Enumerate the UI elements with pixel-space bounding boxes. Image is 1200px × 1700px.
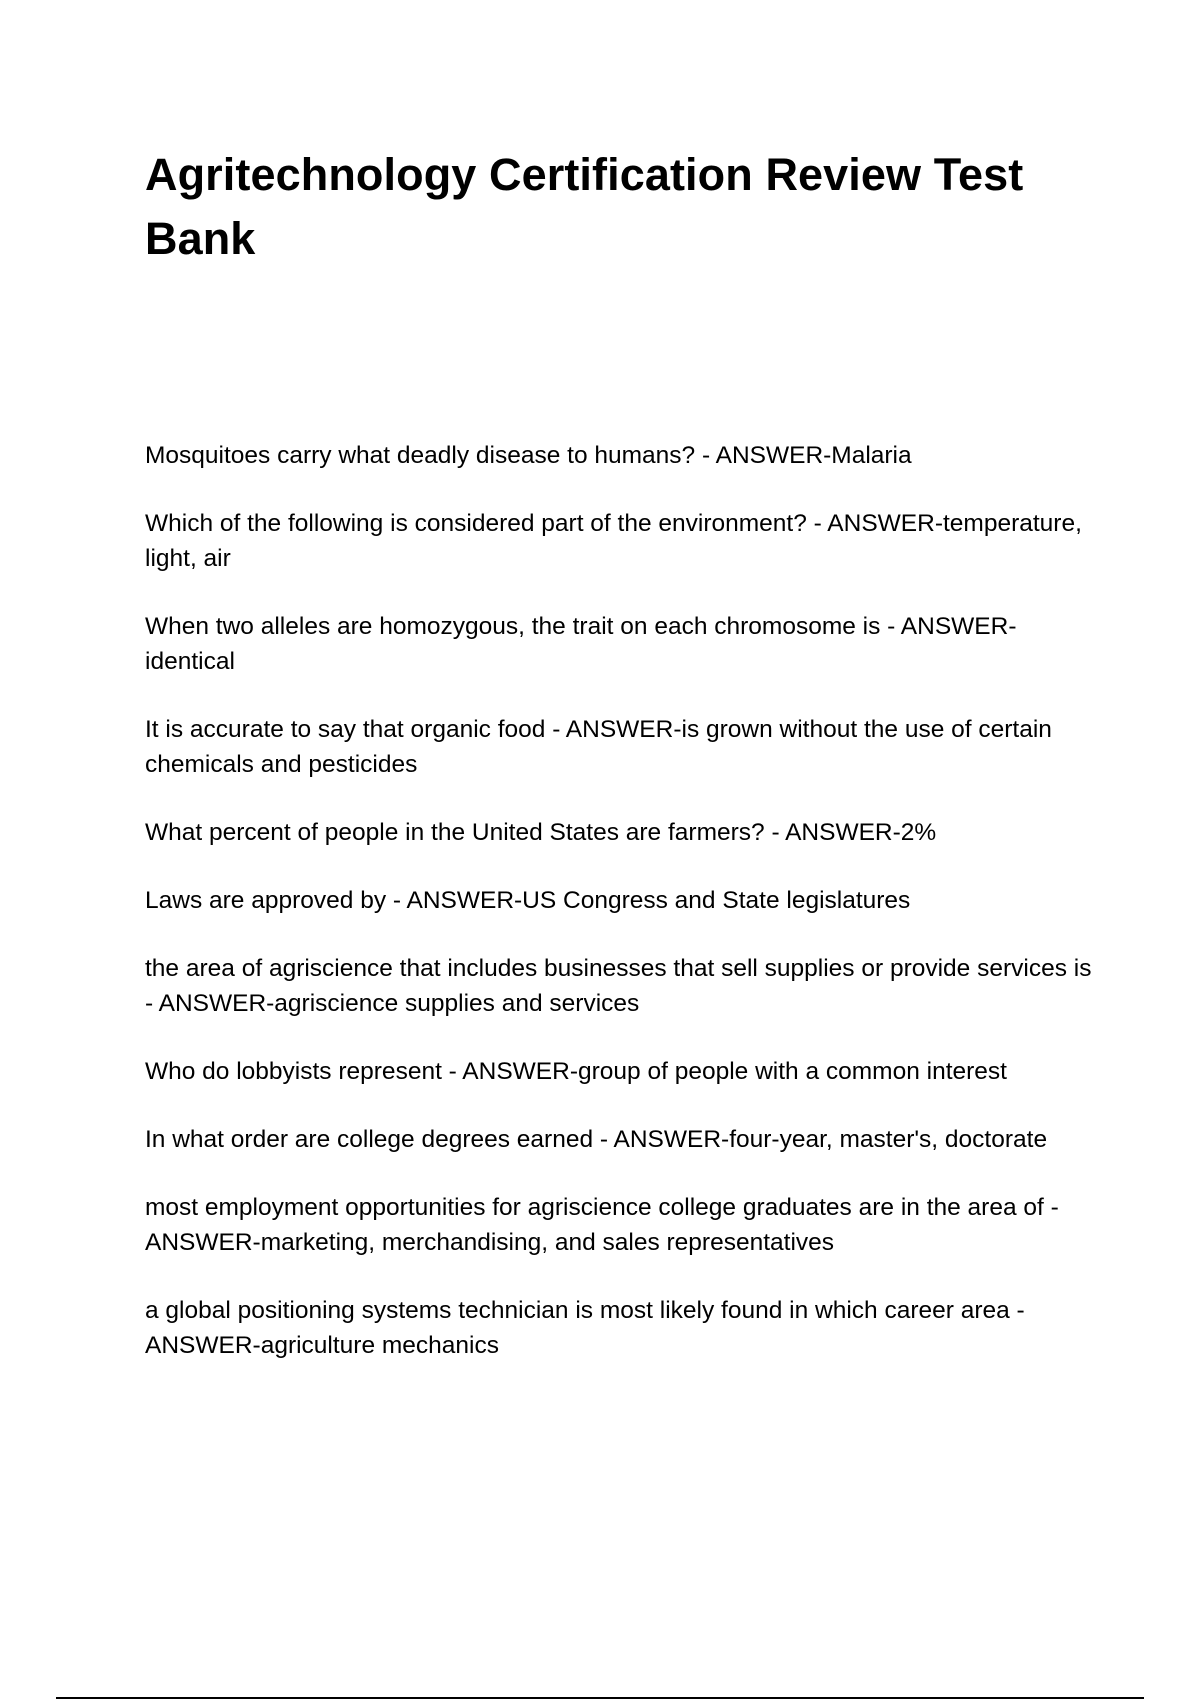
qa-item: Who do lobbyists represent - ANSWER-group of people with a common interest — [145, 1058, 1007, 1085]
qa-item: a global positioning systems technician is most likely found in which career area - ANSWER-agriculture mechanics — [145, 1297, 1025, 1359]
qa-item: Laws are approved by - ANSWER-US Congress and State legislatures — [145, 887, 911, 914]
qa-item: What percent of people in the United States are farmers? - ANSWER-2% — [145, 819, 937, 846]
qa-item: When two alleles are homozygous, the trait on each chromosome is - ANSWER-identical — [145, 613, 1017, 675]
qa-item: It is accurate to say that organic food - ANSWER-is grown without the use of certain chemicals and pesticides — [145, 716, 1052, 778]
qa-item: In what order are college degrees earned - ANSWER-four-year, master's, doctorate — [145, 1126, 1048, 1153]
footer-divider — [56, 1697, 1144, 1699]
document-title: Agritechnology Certification Review Test Bank — [145, 149, 1024, 264]
qa-item: the area of agriscience that includes businesses that sell supplies or provide services is - ANSWER-agriscience supplies and services — [145, 955, 1092, 1017]
qa-item: Mosquitoes carry what deadly disease to humans? - ANSWER-Malaria — [145, 442, 912, 469]
question-answer-list — [145, 438, 1105, 1396]
qa-item: Which of the following is considered part of the environment? - ANSWER-temperature, light, air — [145, 510, 1082, 572]
qa-item: most employment opportunities for agriscience college graduates are in the area of - ANSWER-marketing, merchandising, and sales representatives — [145, 1194, 1059, 1256]
